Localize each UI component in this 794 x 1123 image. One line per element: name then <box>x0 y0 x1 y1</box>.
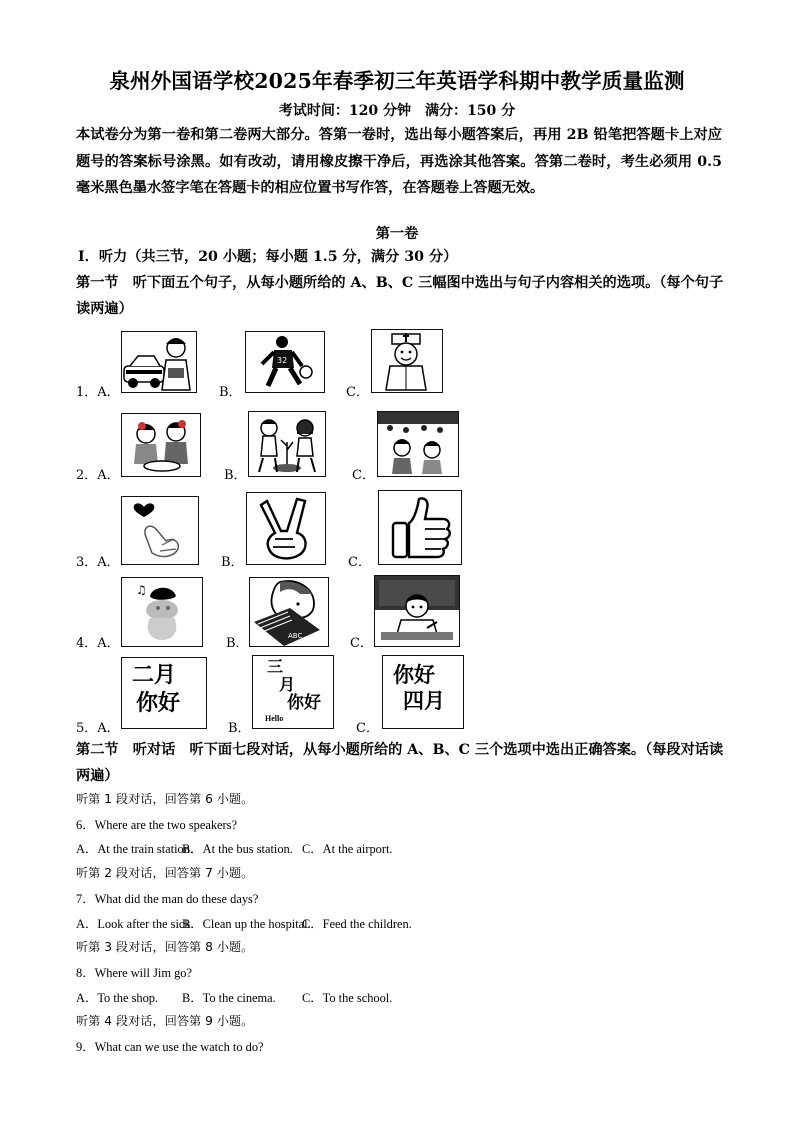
picture-calligraphy-april[interactable] <box>382 655 464 729</box>
svg-text:ABC: ABC <box>288 632 303 640</box>
dialogue-instruction: 听第 1 段对话，回答第 6 小题。 <box>76 792 254 806</box>
option-c-label: C． <box>346 385 369 400</box>
option-c-label: C． <box>356 721 379 736</box>
section-listening-heading: Ⅰ．听力（共三节，20 小题；每小题 1.5 分，满分 30 分） <box>78 249 458 265</box>
answer-option-b[interactable]: B．To the cinema. <box>182 990 276 1005</box>
answer-option-c[interactable]: C．Feed the children. <box>302 916 412 931</box>
picture-person-reading[interactable] <box>249 577 329 647</box>
question-number: 1．A． <box>76 385 120 400</box>
picture-children-planting-tree[interactable] <box>248 411 326 477</box>
dialogue-instruction: 听第 4 段对话，回答第 9 小题。 <box>76 1014 254 1029</box>
question-number: 3．A． <box>76 555 120 570</box>
calligraphy-text: 三 月 你好 <box>267 657 321 713</box>
option-b-label: B． <box>219 385 242 400</box>
option-b-label: B． <box>224 468 247 483</box>
answer-option-b[interactable]: B．At the bus station. <box>182 842 293 857</box>
picture-police-officer-car[interactable] <box>121 331 197 393</box>
picture-boy-writing-in-class[interactable] <box>374 575 460 647</box>
answer-option-c[interactable]: C．To the school. <box>302 990 393 1005</box>
page-title: 泉州外国语学校2025年春季初三年英语学科期中教学质量监测 <box>109 69 685 93</box>
picture-children-picking-grapes[interactable] <box>377 411 459 477</box>
option-b-label: B． <box>228 721 251 736</box>
picture-calligraphy-march[interactable]: 三 月 你好 Hello <box>252 655 334 729</box>
question-number: 4．A． <box>76 636 120 651</box>
volume-title: 第一卷 <box>375 226 419 242</box>
dialogue-instruction: 听第 3 段对话，回答第 8 小题。 <box>76 940 254 955</box>
picture-person-with-headphones[interactable] <box>121 577 203 647</box>
answer-option-a[interactable]: A．At the train station. <box>76 842 194 857</box>
question-text: 9．What can we use the watch to do? <box>76 1040 264 1054</box>
question-text: 8．Where will Jim go? <box>76 965 192 980</box>
calligraphy-text: 你好 四月 <box>393 663 445 713</box>
question-number: 2．A． <box>76 468 120 483</box>
part2-instruction: 第二节 听对话 听下面七段对话，从每小题所给的 A、B、C 三个选项中选出正确答案。（每段对话读两遍） <box>76 742 724 784</box>
option-b-label: B． <box>226 636 249 651</box>
option-c-label: C． <box>352 468 375 483</box>
exam-info: 考试时间：120 分钟 满分：150 分 <box>278 103 516 119</box>
picture-calligraphy-february[interactable] <box>121 657 207 729</box>
option-b-label: B． <box>221 555 244 570</box>
answer-option-a[interactable]: A．To the shop. <box>76 990 159 1005</box>
picture-doctor[interactable] <box>371 329 443 393</box>
option-c-label: C． <box>348 555 371 570</box>
svg-text:32: 32 <box>277 356 288 365</box>
question-text: 6．Where are the two speakers? <box>76 817 237 832</box>
dialogue-instruction: 听第 2 段对话，回答第 7 小题。 <box>76 866 254 881</box>
picture-thumbs-up[interactable] <box>378 490 462 565</box>
answer-option-c[interactable]: C．At the airport. <box>302 842 393 857</box>
picture-basketball-player[interactable] <box>245 331 325 393</box>
part1-instruction: 第一节 听下面五个句子，从每小题所给的 A、B、C 三幅图中选出与句子内容相关的选项。（每个句子读两遍） <box>76 275 724 317</box>
picture-finger-heart[interactable] <box>121 496 199 565</box>
question-text: 7．What did the man do these days? <box>76 891 259 906</box>
picture-victory-hand[interactable] <box>246 492 326 565</box>
picture-children-cooking[interactable] <box>121 413 201 477</box>
option-c-label: C． <box>350 636 373 651</box>
answer-option-b[interactable]: B．Clean up the hospital. <box>182 916 311 931</box>
exam-instructions: 本试卷分为第一卷和第二卷两大部分。答第一卷时，选出每小题答案后，再用 2B 铅笔把答题卡上对应题号的答案标号涂黑。如有改动，请用橡皮擦干净后，再选涂其他答案。答第二卷时，考生必须用 0.5 毫米黑色墨水签字笔在答题卡的相应位置书写作答，在答题卷上答题无效。 <box>76 127 722 196</box>
answer-option-a[interactable]: A．Look after the sick. <box>76 916 194 931</box>
calligraphy-text: 二月 你好 <box>132 663 181 716</box>
svg-text:♫: ♫ <box>136 583 147 597</box>
question-number: 5．A． <box>76 721 120 736</box>
